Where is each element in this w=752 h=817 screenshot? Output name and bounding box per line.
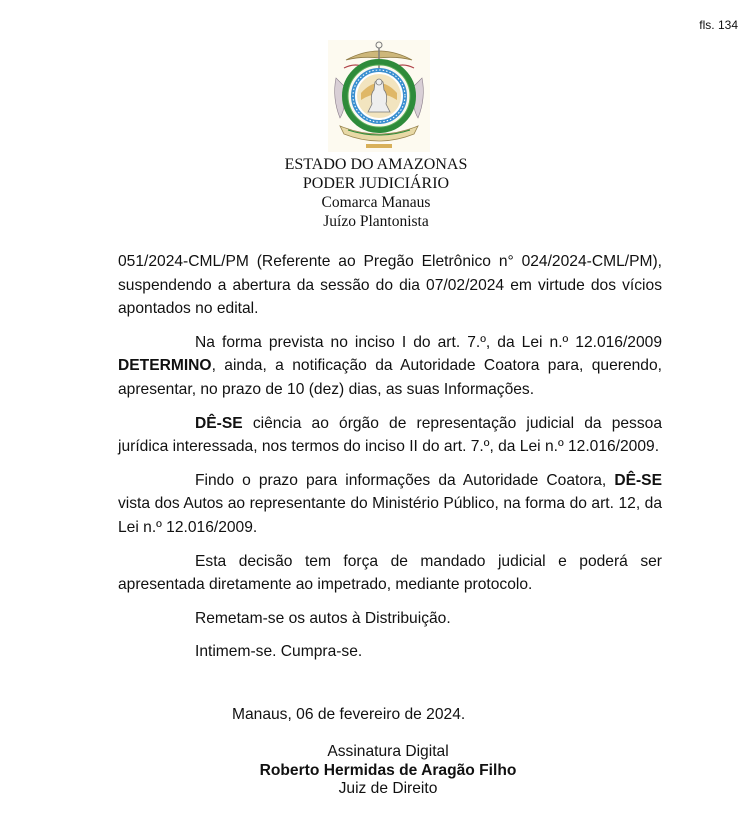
- paragraph-5: Esta decisão tem força de mandado judicial e poderá ser apresentada diretamente ao impetrado, mediante protocolo.: [118, 552, 662, 594]
- paragraph-1: 051/2024-CML/PM (Referente ao Pregão Eletrônico n° 024/2024-CML/PM), suspendendo a abertura da sessão do dia 07/02/2024 em virtude dos vícios apontados no edital.: [118, 253, 662, 318]
- header-court: Juízo Plantonista: [323, 213, 429, 230]
- page-number: fls. 134: [699, 18, 738, 32]
- paragraph-2: [118, 331, 662, 402]
- signer-name: Roberto Hermidas de Aragão Filho: [259, 761, 517, 779]
- coat-of-arms-seal: [326, 38, 432, 154]
- paragraph-4: [118, 469, 662, 540]
- paragraph-3: [118, 412, 662, 459]
- paragraph-4-text-b: vista dos Autos ao representante do Ministério Público, na forma do art. 12, da Lei n.º 12.016/2009.: [118, 495, 662, 536]
- header-district: Comarca Manaus: [321, 194, 431, 211]
- paragraph-7: Intimem-se. Cumpra-se.: [195, 643, 363, 661]
- header-state: ESTADO DO AMAZONAS: [284, 156, 468, 173]
- header-branch: PODER JUDICIÁRIO: [302, 175, 450, 192]
- paragraph-4-text-a: Findo o prazo para informações da Autoridade Coatora,: [195, 471, 615, 489]
- paragraph-2-text-a: Na forma prevista no inciso I do art. 7.º, da Lei n.º 12.016/2009: [195, 333, 662, 351]
- seal-base: [366, 144, 392, 148]
- signature-label: Assinatura Digital: [327, 743, 449, 760]
- paragraph-6: Remetam-se os autos à Distribuição.: [195, 609, 451, 627]
- document-body: [118, 250, 662, 674]
- court-header: [0, 155, 752, 231]
- paragraph-3-text: ciência ao órgão de representação judicial da pessoa jurídica interessada, nos termos do inciso II do art. 7.º, da Lei n.º 12.016/2009.: [118, 414, 662, 456]
- paragraph-4-bold: DÊ-SE: [614, 471, 662, 489]
- signature-block: [0, 743, 752, 799]
- date-line: Manaus, 06 de fevereiro de 2024.: [232, 706, 466, 723]
- paragraph-2-text-b: , ainda, a notificação da Autoridade Coatora para, querendo, apresentar, no prazo de 10 (dez) dias, as suas Informações.: [118, 357, 662, 398]
- paragraph-3-bold: DÊ-SE: [195, 414, 243, 432]
- paragraph-2-bold: DETERMINO: [118, 357, 212, 375]
- signer-title: Juiz de Direito: [338, 780, 438, 797]
